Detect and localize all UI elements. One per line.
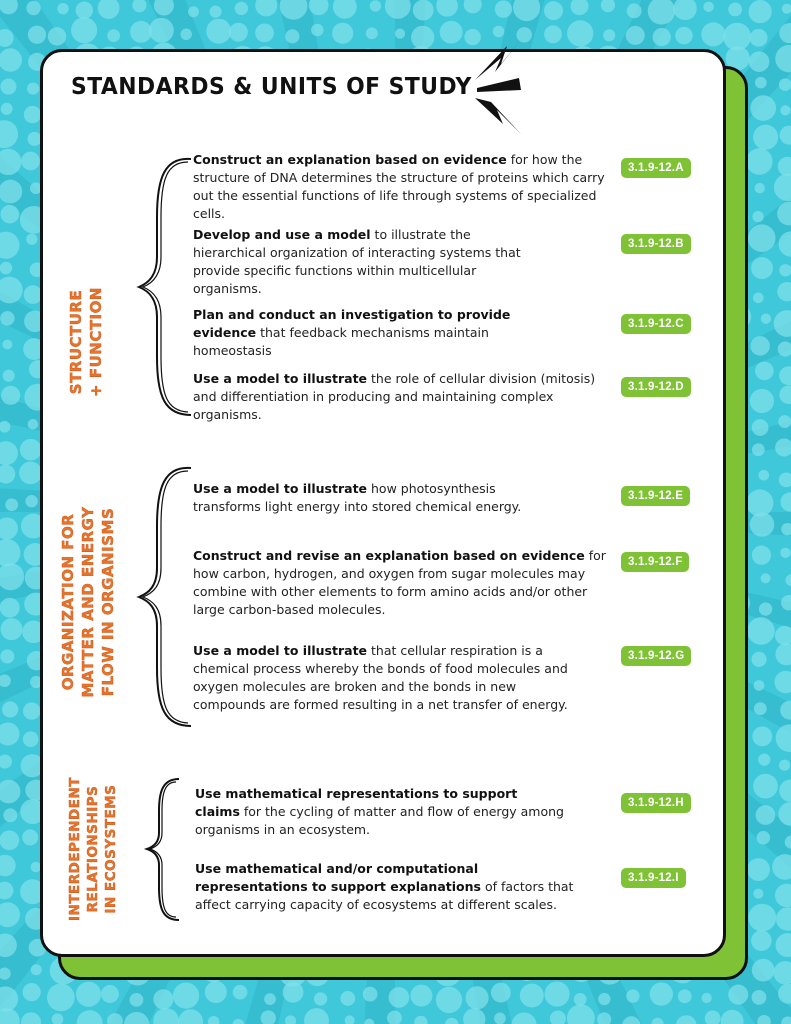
standard-item <box>193 480 523 516</box>
standard-code-badge: 3.1.9-12.E <box>621 486 690 506</box>
section-label-line: IN ECOSYSTEMS <box>103 784 119 914</box>
standard-text: of factors that affect carrying capacity of ecosystems at different scales. <box>195 879 574 912</box>
standard-code-badge: 3.1.9-12.D <box>621 377 691 397</box>
standard-bold: Use mathematical representations to support claims <box>195 786 518 819</box>
standard-code-badge: 3.1.9-12.F <box>621 552 689 572</box>
standard-text: for how the structure of DNA determines the structure of proteins which carry out the essential functions of life through systems of specialized cells. <box>193 152 605 221</box>
standard-item <box>193 642 583 714</box>
standard-text: to illustrate the hierarchical organization of interacting systems that provide specific functions within multicellular organisms. <box>193 227 521 296</box>
section-label-line: MATTER AND ENERGY <box>79 506 97 698</box>
standard-code-badge: 3.1.9-12.G <box>621 646 691 666</box>
section-label-line: + FUNCTION <box>87 287 105 397</box>
section-label-structure-function <box>66 252 106 432</box>
standard-bold: Use mathematical and/or computational representations to support explanations <box>195 861 481 894</box>
standard-item <box>195 860 595 914</box>
standard-text: that feedback mechanisms maintain homeostasis <box>193 325 489 358</box>
standard-text: for the cycling of matter and flow of energy among organisms in an ecosystem. <box>195 804 564 837</box>
standard-text: how photosynthesis transforms light energy into stored chemical energy. <box>193 481 522 514</box>
brace-icon <box>135 466 195 728</box>
section-label-line: FLOW IN ORGANISMS <box>99 507 117 697</box>
standard-text: for how carbon, hydrogen, and oxygen from sugar molecules may combine with other elements to form amino acids and/or other large carbon-based molecules. <box>193 548 606 617</box>
lightning-burst-icon <box>461 40 531 140</box>
standard-bold: Use a model to illustrate <box>193 481 368 496</box>
standard-code-badge: 3.1.9-12.C <box>621 314 691 334</box>
standard-item <box>195 785 565 839</box>
section-label-line: RELATIONSHIPS <box>85 785 101 913</box>
standard-code-badge: 3.1.9-12.A <box>621 158 691 178</box>
standard-code-badge: 3.1.9-12.H <box>621 793 691 813</box>
standard-bold: Use a model to illustrate <box>193 643 368 658</box>
standard-item <box>193 226 543 298</box>
standard-item <box>193 151 618 223</box>
section-label-ecosystems <box>66 759 120 939</box>
standard-code-badge: 3.1.9-12.I <box>621 868 686 888</box>
section-label-line: STRUCTURE <box>67 289 85 395</box>
standard-code-badge: 3.1.9-12.B <box>621 234 691 254</box>
page-title: STANDARDS & UNITS OF STUDY <box>71 74 472 100</box>
standard-bold: Use a model to illustrate <box>193 371 368 386</box>
standard-bold: Construct an explanation based on evidence <box>193 152 507 167</box>
section-label-line: ORGANIZATION FOR <box>59 513 77 691</box>
brace-icon <box>135 157 195 417</box>
brace-icon <box>143 777 183 922</box>
standard-bold: Construct and revise an explanation based on evidence <box>193 548 585 563</box>
standards-card <box>40 49 726 957</box>
standard-bold: Develop and use a model <box>193 227 371 242</box>
standard-item <box>193 547 608 619</box>
standard-item <box>193 370 608 424</box>
standard-bold: Plan and conduct an investigation to provide evidence <box>193 307 511 340</box>
standard-item <box>193 306 563 360</box>
standard-text: that cellular respiration is a chemical process whereby the bonds of food molecules and oxygen molecules are broken and the bonds in new compounds are formed resulting in a net transfer of energy. <box>193 643 568 712</box>
section-label-matter-energy <box>58 477 118 727</box>
standard-text: the role of cellular division (mitosis) and differentiation in producing and maintaining complex organisms. <box>193 371 596 422</box>
section-label-line: INTERDEPENDENT <box>67 777 83 921</box>
